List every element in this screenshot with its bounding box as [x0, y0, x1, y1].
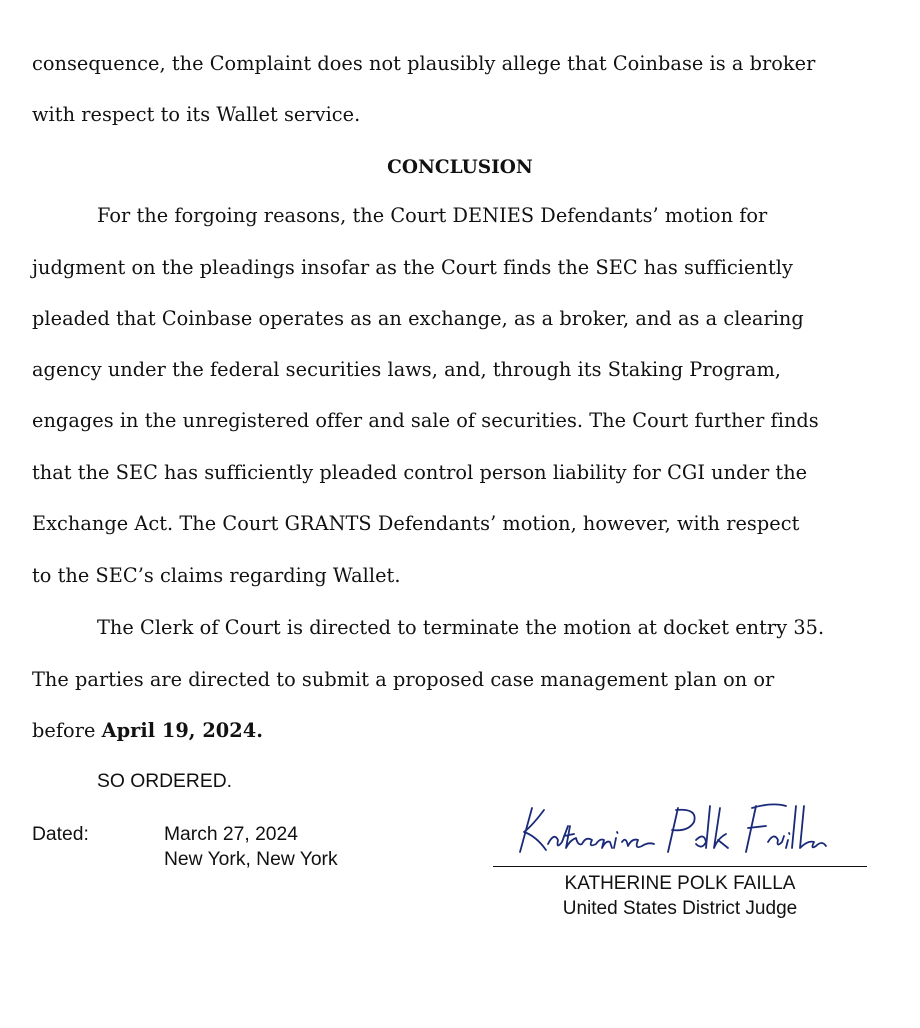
body-line: with respect to its Wallet service.: [32, 103, 361, 126]
conclusion-line: engages in the unregistered offer and sale of securities. The Court further finds: [32, 409, 819, 432]
clerk-line: The parties are directed to submit a proposed case management plan on or: [32, 668, 775, 691]
conclusion-line: agency under the federal securities laws, and, through its Staking Program,: [32, 358, 781, 381]
section-heading: CONCLUSION: [387, 157, 533, 178]
judge-signature: [510, 796, 830, 866]
dated-place: New York, New York: [164, 849, 338, 870]
judge-name: KATHERINE POLK FAILLA: [564, 873, 796, 894]
judge-title: United States District Judge: [562, 898, 798, 919]
dated-label: Dated:: [32, 824, 89, 845]
conclusion-line: Exchange Act. The Court GRANTS Defendants’ motion, however, with respect: [32, 512, 800, 535]
conclusion-line: For the forgoing reasons, the Court DENIES Defendants’ motion for: [97, 204, 768, 227]
clerk-line-deadline: [32, 719, 892, 743]
deadline-prefix: before: [32, 719, 102, 742]
body-line: consequence, the Complaint does not plausibly allege that Coinbase is a broker: [32, 52, 816, 75]
conclusion-line: pleaded that Coinbase operates as an exchange, as a broker, and as a clearing: [32, 307, 804, 330]
deadline-date: April 19, 2024.: [101, 719, 263, 742]
conclusion-line: that the SEC has sufficiently pleaded control person liability for CGI under the: [32, 461, 808, 484]
clerk-line: The Clerk of Court is directed to terminate the motion at docket entry 35.: [97, 616, 825, 639]
so-ordered: SO ORDERED.: [97, 771, 232, 792]
conclusion-line: to the SEC’s claims regarding Wallet.: [32, 564, 401, 587]
conclusion-line: judgment on the pleadings insofar as the Court finds the SEC has sufficiently: [32, 256, 793, 279]
dated-date: March 27, 2024: [164, 824, 298, 845]
signature-line: [493, 866, 867, 867]
